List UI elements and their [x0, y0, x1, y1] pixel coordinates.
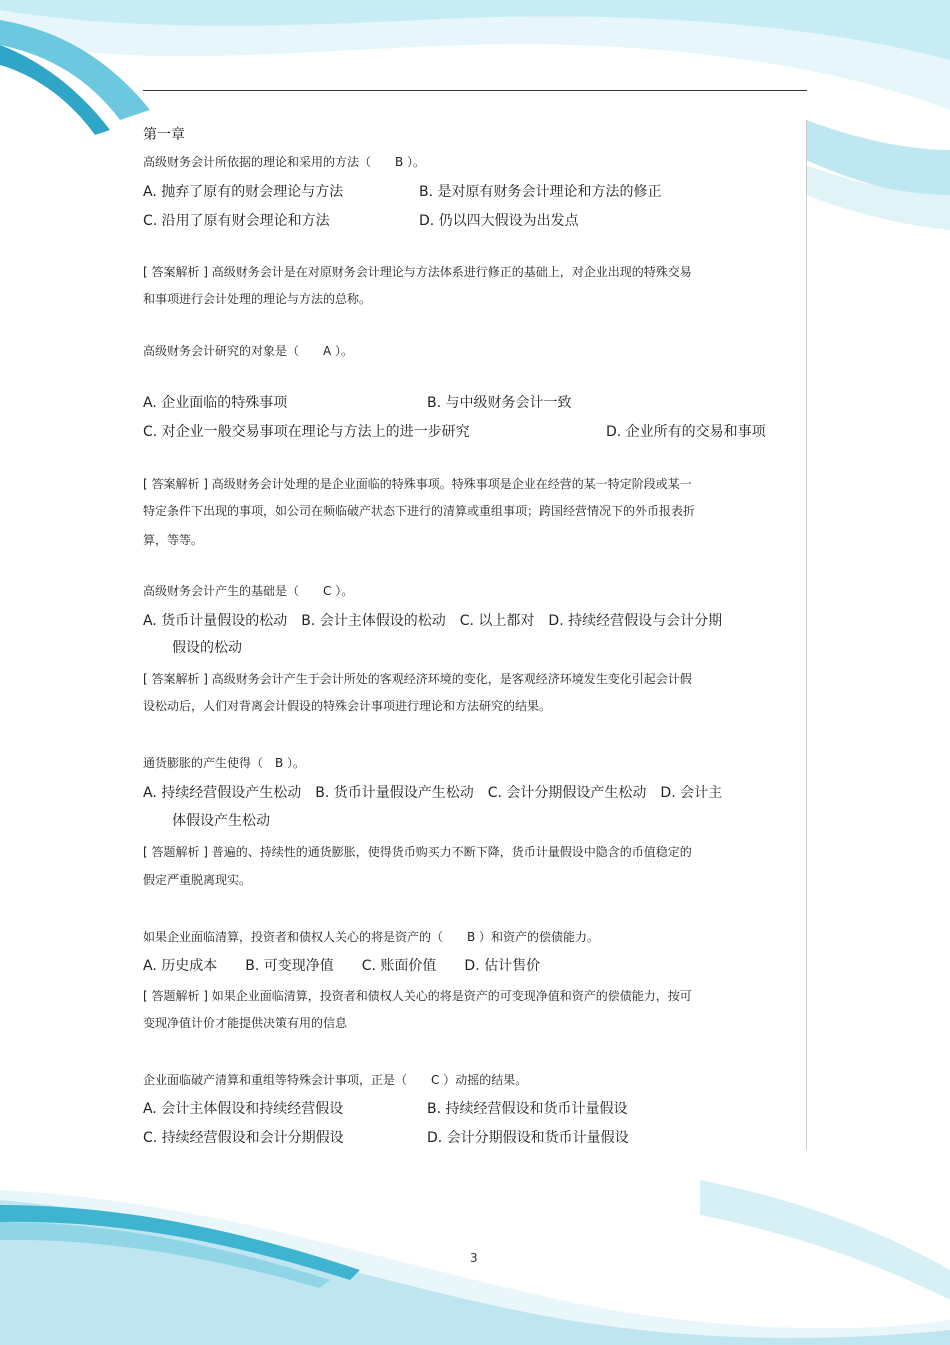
- page-number: 3: [470, 1251, 478, 1265]
- question-6-option-a: A. 会计主体假设和持续经营假设: [143, 1101, 344, 1117]
- question-2-answer-line-1: [ 答案解析 ] 高级财务会计处理的是企业面临的特殊事项。特殊事项是企业在经营的某一特定阶段或某一: [143, 477, 692, 491]
- question-2-option-b: B. 与中级财务会计一致: [427, 395, 572, 411]
- question-4-answer-line-1: [ 答题解析 ] 普遍的、持续性的通货膨胀，使得货币购买力不断下降，货币计量假设中隐含的币值稳定的: [143, 845, 692, 859]
- question-3-answer-line-1: [ 答案解析 ] 高级财务会计产生于会计所处的客观经济环境的变化，是客观经济环境发生变化引起会计假: [143, 672, 692, 686]
- question-4-answer-line-2: 假定严重脱离现实。: [143, 873, 252, 887]
- question-1-option-d: D. 仍以四大假设为出发点: [419, 213, 579, 229]
- question-5-options-line-1: A. 历史成本 B. 可变现净值 C. 账面价值 D. 估计售价: [143, 958, 541, 974]
- question-1-answer-line-2: 和事项进行会计处理的理论与方法的总称。: [143, 292, 372, 306]
- question-3-options-line-2: 假设的松动: [172, 640, 242, 656]
- content-panel-edge: [806, 120, 807, 1150]
- header-rule: [143, 90, 807, 91]
- question-4-options-line-2: 体假设产生松动: [172, 813, 270, 829]
- question-4-stem: 通货膨胀的产生使得（ B ）。: [143, 756, 306, 770]
- question-3-answer-line-2: 设松动后，人们对背离会计假设的特殊会计事项进行理论和方法研究的结果。: [143, 699, 552, 713]
- question-3-options-line-1: A. 货币计量假设的松动 B. 会计主体假设的松动 C. 以上都对 D. 持续经营假设与会计分期: [143, 613, 723, 629]
- question-5-answer-line-2: 变现净值计价才能提供决策有用的信息: [143, 1016, 348, 1030]
- question-2-answer-line-2: 特定条件下出现的事项，如公司在频临破产状态下进行的清算或重组事项；跨国经营情况下的外币报表折: [143, 504, 696, 518]
- question-6-option-b: B. 持续经营假设和货币计量假设: [427, 1101, 628, 1117]
- question-1-stem: 高级财务会计所依据的理论和采用的方法（ B ）。: [143, 155, 426, 169]
- question-1-answer-line-1: [ 答案解析 ] 高级财务会计是在对原财务会计理论与方法体系进行修正的基础上，对企业出现的特殊交易: [143, 265, 692, 279]
- question-2-option-a: A. 企业面临的特殊事项: [143, 395, 288, 411]
- question-2-stem: 高级财务会计研究的对象是（ A ）。: [143, 344, 354, 358]
- question-6-stem: 企业面临破产清算和重组等特殊会计事项，正是（ C ）动摇的结果。: [143, 1073, 528, 1087]
- question-1-option-a: A. 抛弃了原有的财会理论与方法: [143, 184, 344, 200]
- question-1-option-c: C. 沿用了原有财会理论和方法: [143, 213, 330, 229]
- question-1-option-b: B. 是对原有财务会计理论和方法的修正: [419, 184, 662, 200]
- question-2-option-c: C. 对企业一般交易事项在理论与方法上的进一步研究: [143, 424, 470, 440]
- question-4-options-line-1: A. 持续经营假设产生松动 B. 货币计量假设产生松动 C. 会计分期假设产生松动 D. 会计主: [143, 785, 723, 801]
- question-5-stem: 如果企业面临清算，投资者和债权人关心的将是资产的（ B ）和资产的偿债能力。: [143, 930, 600, 944]
- question-2-answer-line-3: 算，等等。: [143, 533, 204, 547]
- question-6-option-c: C. 持续经营假设和会计分期假设: [143, 1130, 344, 1146]
- chapter-title: 第一章: [143, 127, 185, 143]
- question-2-option-d: D. 企业所有的交易和事项: [606, 424, 766, 440]
- question-5-answer-line-1: [ 答题解析 ] 如果企业面临清算，投资者和债权人关心的将是资产的可变现净值和资产的偿债能力，按可: [143, 989, 692, 1003]
- question-6-option-d: D. 会计分期假设和货币计量假设: [427, 1130, 629, 1146]
- question-3-stem: 高级财务会计产生的基础是（ C ）。: [143, 584, 354, 598]
